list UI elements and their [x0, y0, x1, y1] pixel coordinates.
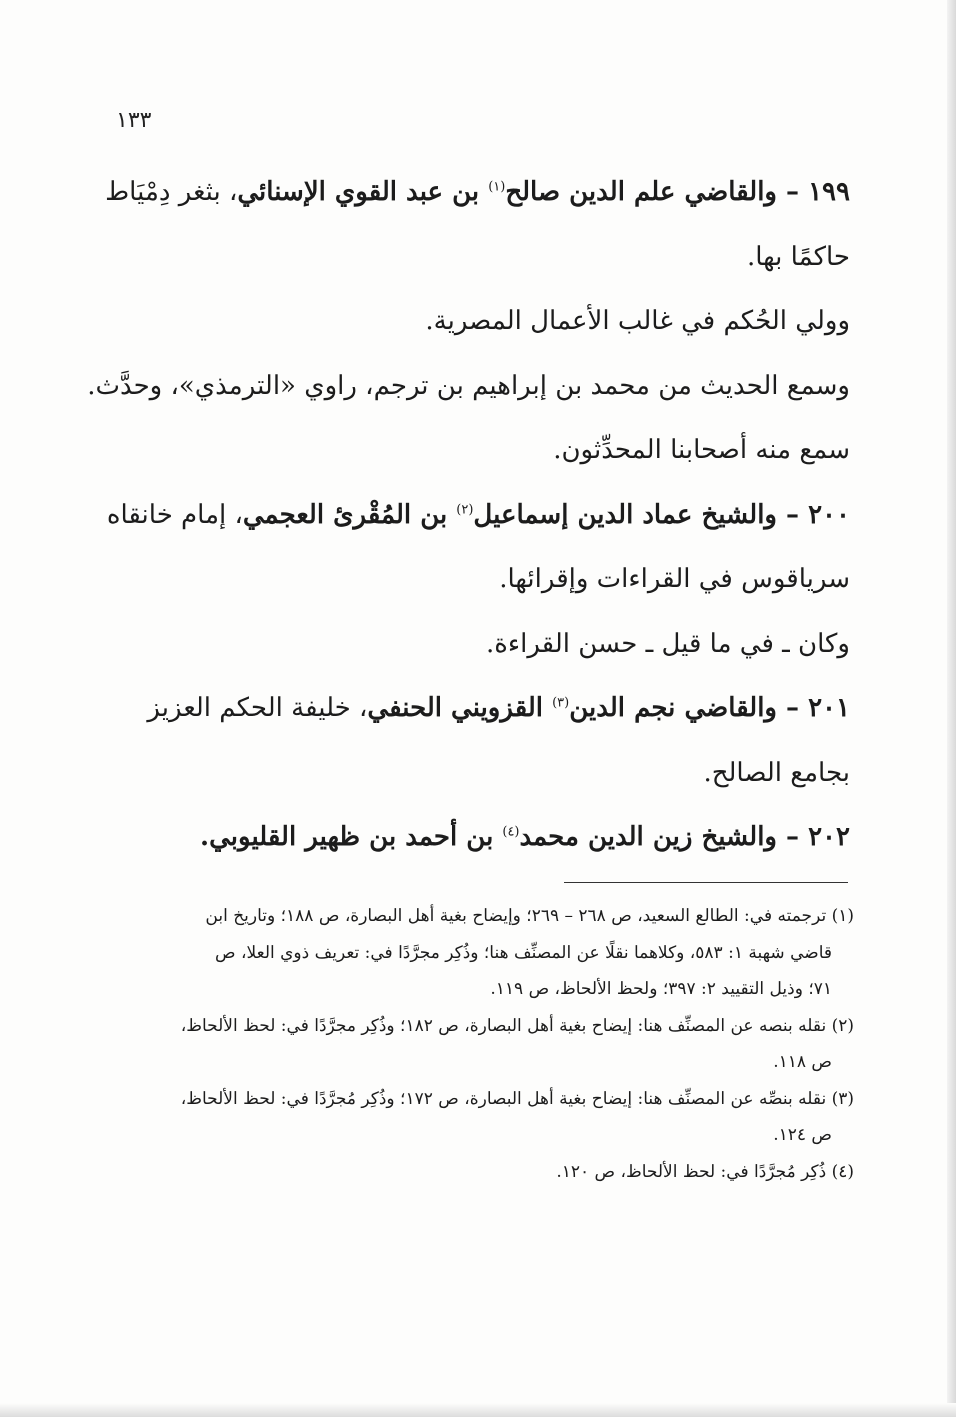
entry-199-continuation: حاكمًا بها. [747, 241, 850, 272]
footnote-marker[interactable]: (٤) [502, 824, 520, 840]
footnote-2-line: ص ١١٨. [773, 1052, 832, 1072]
entry-name-cont: بن أحمد بن ظهير القليوبي [209, 822, 503, 852]
entry-201-continuation: بجامع الصالح. [703, 757, 850, 788]
entry-name: والشيخ عماد الدين إسماعيل [473, 499, 777, 530]
footnote-marker[interactable]: (٢) [456, 501, 474, 517]
entry-name-cont: بن المُقْرئ العجمي [242, 499, 457, 530]
entry-name: والقاضي نجم الدين [569, 693, 777, 723]
entry-201-heading: ٢٠١ – والقاضي نجم الدين$^{(٣)}$ القزويني الحنفي، خليفة الحكم العزيز [147, 693, 850, 723]
footnote-separator [564, 882, 848, 883]
entry-name-cont: القزويني الحنفي [367, 693, 553, 723]
entry-rest: ، خليفة الحكم العزيز [147, 693, 368, 723]
entry-200-continuation: سرياقوس في القراءات وإقرائها. [499, 564, 850, 594]
footnote-4-line: (٤) ذُكِر مُجرَّدًا في: لحظ الألحاظ، ص ١٢٠. [556, 1161, 854, 1182]
entry-199-paragraph: وسمع الحديث من محمد بن إبراهيم بن ترجم، راوي «الترمذي»، وحدَّث. [87, 370, 850, 401]
entry-rest: . [200, 822, 210, 852]
entry-rest: ، إمام خانقاه [106, 499, 243, 530]
entry-name: والشيخ زين الدين محمد [519, 822, 777, 852]
page-edge-shadow [947, 0, 956, 1417]
footnote-1-line: قاضي شهبة ١: ٥٨٣، وكلاهما نقلًا عن المصنِّف هنا؛ وذُكِر مجرَّدًا في: تعريف ذوي العلا، ص [215, 942, 832, 963]
footnote-1-line: (١) ترجمته في: الطالع السعيد، ص ٢٦٨ – ٢٦٩؛ وإيضاح بغية أهل البصارة، ص ١٨٨؛ وتاريخ ابن [205, 906, 854, 926]
entry-199-paragraph: وولي الحُكم في غالب الأعمال المصرية. [425, 306, 850, 336]
footnote-marker[interactable]: (١) [488, 179, 506, 195]
entry-name: والقاضي علم الدين صالح [505, 177, 777, 207]
footnote-3-line: ص ١٢٤. [773, 1125, 832, 1145]
entry-199-paragraph: سمع منه أصحابنا المحدِّثون. [553, 435, 850, 465]
main-text [87, 160, 850, 870]
entry-number: ٢٠٠ [808, 499, 850, 530]
entry-202-heading: ٢٠٢ – والشيخ زين الدين محمد$^{(٤)}$ بن أحمد بن ظهير القليوبي. [200, 822, 850, 852]
footnotes [150, 898, 854, 1190]
footnote-3-line: (٣) نقله بنصِّه عن المصنِّف هنا: إيضاح بغية أهل البصارة، ص ١٧٢؛ وذُكِر مُجرَّدًا في: لحظ الألحاظ، [180, 1088, 854, 1109]
entry-number: ١٩٩ [808, 177, 850, 207]
entry-number: ٢٠١ [808, 693, 850, 723]
footnote-marker[interactable]: (٣) [552, 695, 570, 711]
page-bottom-shadow [0, 1403, 956, 1417]
entry-199-heading: ١٩٩ – والقاضي علم الدين صالح$^{(١)}$ بن عبد القوي الإسنائي، بثغر دِمْيَاط [105, 177, 850, 207]
entry-name-cont: بن عبد القوي الإسنائي [237, 177, 489, 207]
entry-200-paragraph: وكان ـ في ما قيل ـ حسن القراءة. [486, 628, 850, 659]
footnote-2-line: (٢) نقله بنصه عن المصنِّف هنا: إيضاح بغية أهل البصارة، ص ١٨٢؛ وذُكِر مجرَّدًا في: لحظ الألحاظ، [180, 1015, 854, 1036]
entry-number: ٢٠٢ [808, 822, 850, 852]
page-number: ١٣٣ [116, 108, 152, 133]
footnote-1-line: ٧١؛ وذيل التقييد ٢: ٣٩٧؛ ولحظ الألحاظ، ص ١١٩. [490, 979, 832, 999]
entry-200-heading: ٢٠٠ – والشيخ عماد الدين إسماعيل$^{(٢)}$ بن المُقْرئ العجمي، إمام خانقاه [106, 499, 850, 530]
entry-rest: ، بثغر دِمْيَاط [105, 177, 238, 207]
